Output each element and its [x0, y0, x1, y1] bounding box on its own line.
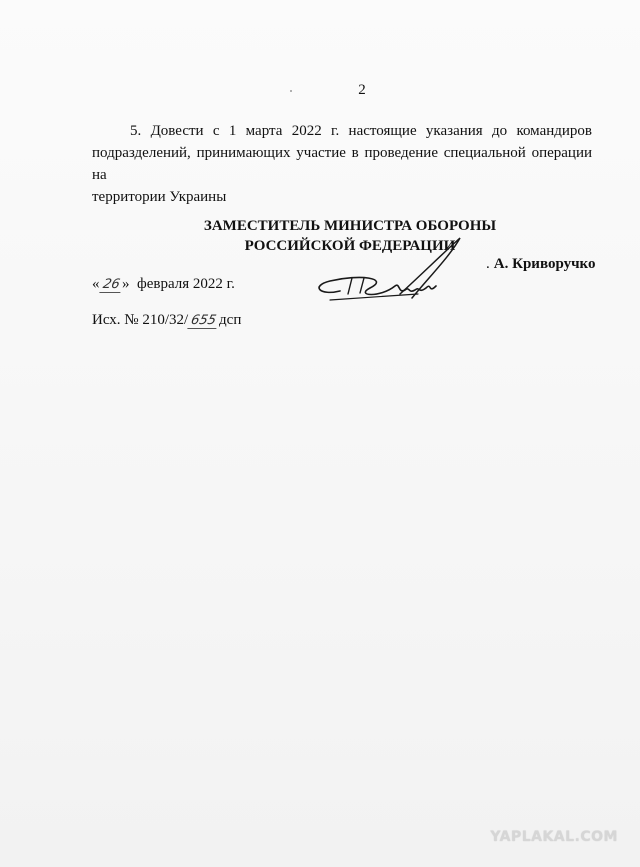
outgoing-reference: [92, 312, 241, 329]
paragraph-line-2: подразделений, принимающих участие в проведение специальной операции на: [92, 145, 592, 183]
reference-number-handwritten: 655: [188, 313, 220, 329]
document-date: [92, 276, 235, 293]
date-open-quote: «: [92, 276, 100, 292]
date-month-year: февраля 2022 г.: [137, 276, 235, 292]
signatory-name: [486, 256, 596, 273]
scan-speck: [290, 90, 292, 92]
signatory-name-text: А. Криворучко: [493, 256, 596, 272]
reference-prefix: Исх. № 210/32/: [92, 312, 189, 328]
page-number: 2: [358, 82, 366, 98]
handwritten-signature: [300, 236, 470, 316]
date-close-quote: »: [122, 276, 130, 292]
watermark-logo: YAPLAKAL.COM: [490, 829, 618, 845]
date-day-handwritten: 26: [99, 277, 123, 293]
name-dot: .: [486, 256, 490, 272]
signatory-title-line-1: ЗАМЕСТИТЕЛЬ МИНИСТРА ОБОРОНЫ: [203, 218, 497, 234]
paragraph-line-3: территории Украины: [92, 189, 227, 205]
instruction-paragraph: [92, 120, 592, 208]
reference-suffix: дсп: [219, 312, 242, 328]
signatory-title-line-2: РОССИЙСКОЙ ФЕДЕРАЦИИ: [244, 238, 456, 254]
paragraph-line-1: 5. Довести с 1 марта 2022 г. настоящие указания до командиров: [130, 123, 592, 139]
